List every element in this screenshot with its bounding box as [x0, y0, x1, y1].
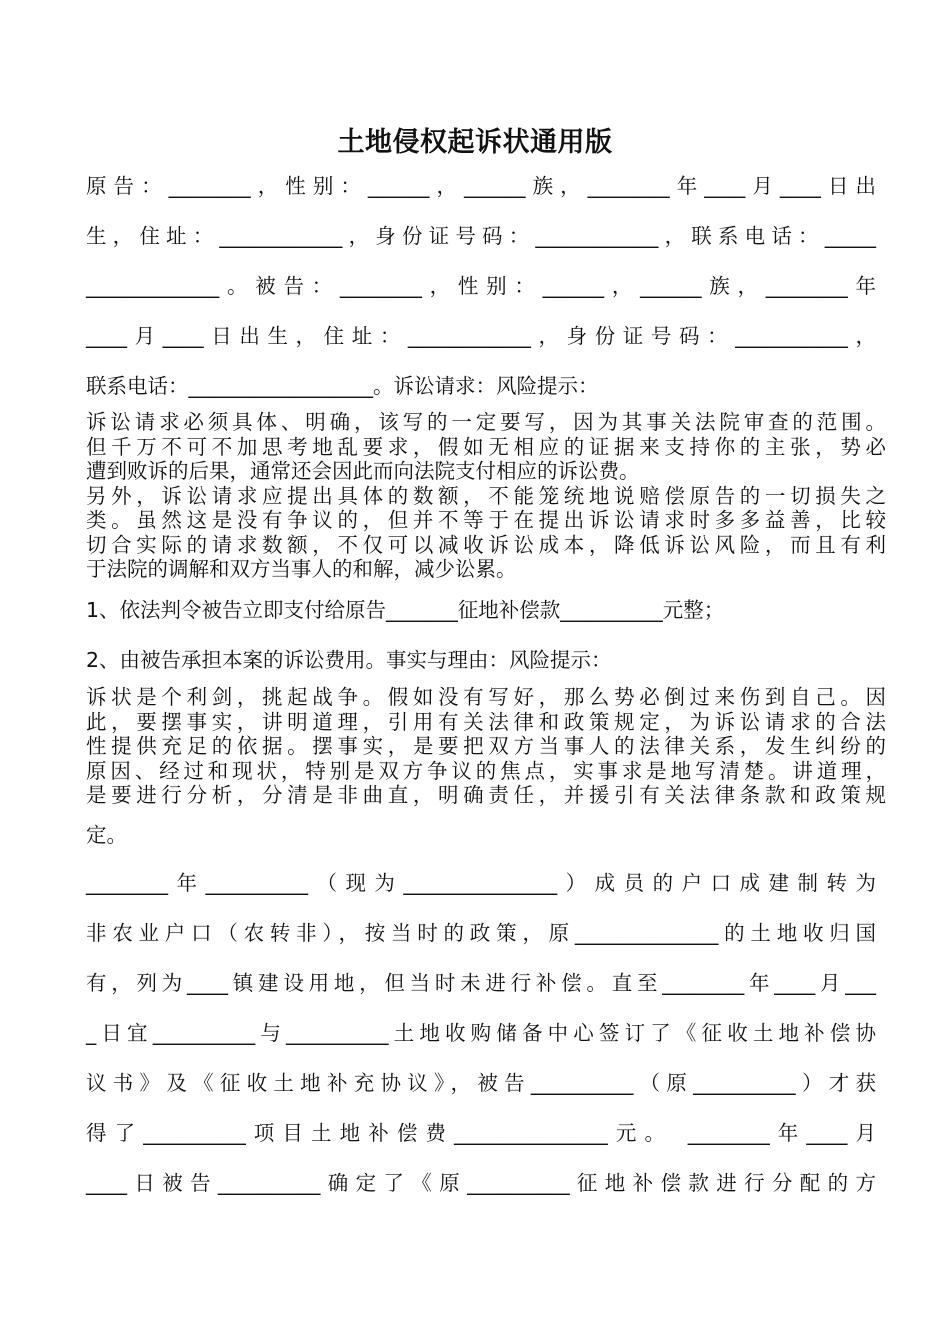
risk-note-line: 诉状是个利剑，挑起战争。假如没有写好，那么势必倒过来伤到自己。因 [86, 685, 886, 709]
risk-note-claims [86, 410, 886, 582]
facts-line: ____日被告__________确定了《原__________征地补偿款进行分配的方 [86, 1171, 876, 1195]
party-info-line: 原告：________，性别：______，______族，________年____月____日出 [86, 174, 876, 198]
risk-note-line: 切合实际的请求数额，不仅可以减收诉讼成本，降低诉讼风险，而且有利 [86, 532, 886, 557]
risk-note-line: 原因、经过和现状，特别是双方争议的焦点，实事求是地写清楚。讲道理， [86, 758, 886, 783]
risk-note-line: 此，要摆事实，讲明道理，引用有关法律和政策规定，为诉讼请求的合法 [86, 709, 886, 734]
party-info-line: _____________。被告：________，性别：______，______族，________年 [86, 274, 876, 298]
risk-note-line: 另外，诉讼请求应提出具体的数额，不能笼统地说赔偿原告的一切损失之 [86, 483, 886, 508]
facts-line: 有，列为____镇建设用地，但当时未进行补偿。直至________年____月___ [86, 971, 876, 995]
facts-line: 非农业户口（农转非），按当时的政策，原______________的土地收归国 [86, 921, 876, 945]
facts-line: _日宜__________与__________土地收购储备中心签订了《征收土地补偿协 [86, 1021, 876, 1045]
claim-item-1: 1、依法判令被告立即支付给原告_______征地补偿款__________元整； [86, 598, 725, 622]
party-info-line: ____月____日出生，住址：____________，身份证号码：___________， [86, 324, 876, 348]
risk-note-line: 遭到败诉的后果，通常还会因此而向法院支付相应的诉讼费。 [86, 459, 640, 483]
facts-line: 议书》及《征收土地补充协议》，被告__________（原__________）才获 [86, 1071, 876, 1095]
risk-note-line: 性提供充足的依据。摆事实，是要把双方当事人的法律关系，发生纠纷的 [86, 734, 886, 758]
risk-note-line: 但千万不可不加思考地乱要求，假如无相应的证据来支持你的主张，势必 [86, 434, 886, 459]
risk-note-line: 类。虽然这是没有争议的，但并不等于在提出诉讼请求时多多益善，比较 [86, 508, 886, 532]
party-info-line: 联系电话：__________________。诉讼请求：风险提示： [86, 374, 599, 398]
claim-item-2: 2、由被告承担本案的诉讼费用。事实与理由：风险提示： [86, 648, 612, 672]
risk-note-end: 定。 [86, 823, 127, 847]
risk-note-line: 于法院的调解和双方当事人的和解，减少讼累。 [86, 557, 517, 581]
risk-note-line: 诉讼请求必须具体、明确，该写的一定要写，因为其事关法院审查的范围。 [86, 410, 886, 434]
party-info-line: 生，住址：____________，身份证号码：____________，联系电话：_____ [86, 224, 876, 248]
risk-note-facts [86, 685, 886, 808]
document-title: 土地侵权起诉状通用版 [337, 127, 613, 157]
facts-line: ________年__________（现为_______________）成员的户口成建制转为 [86, 871, 876, 895]
facts-line: 得了__________项目土地补偿费_______________元。 ________年____月 [86, 1121, 876, 1145]
risk-note-line: 是要进行分析，分清是非曲直，明确责任，并援引有关法律条款和政策规 [86, 783, 886, 807]
